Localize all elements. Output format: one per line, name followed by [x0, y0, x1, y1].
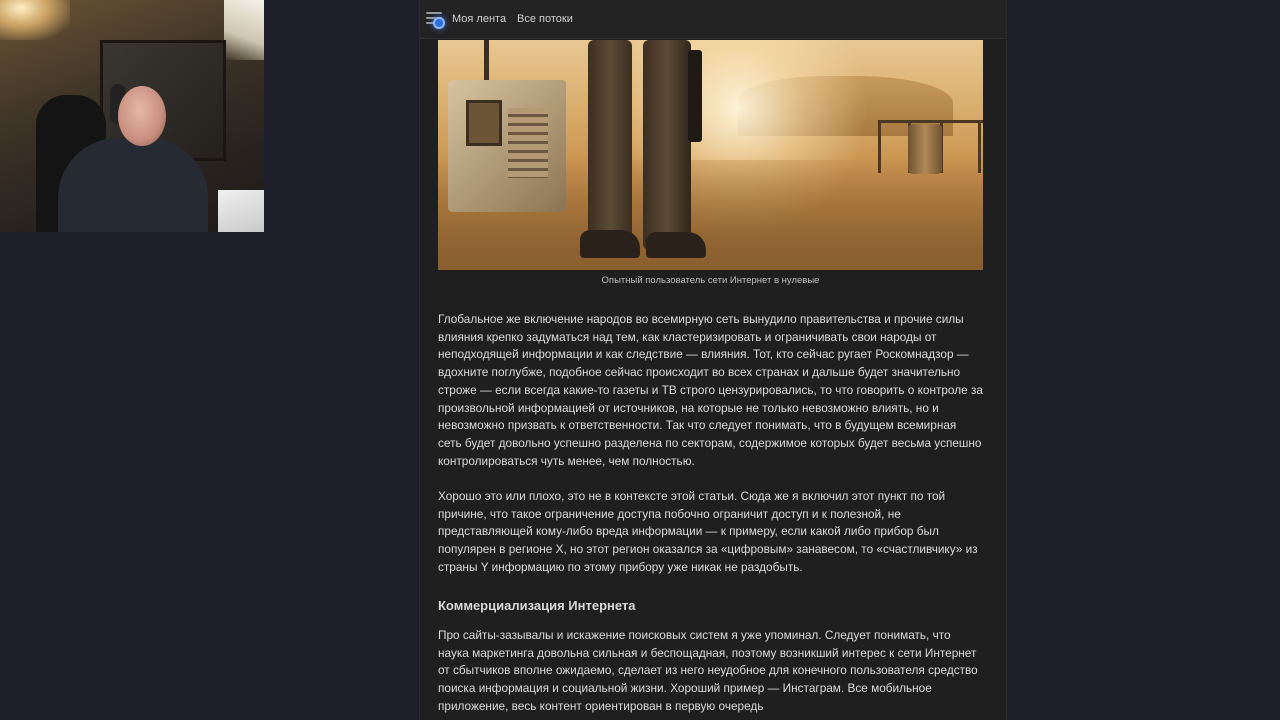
section-heading: Коммерциализация Интернета: [438, 598, 636, 613]
webcam-overlay: [0, 0, 264, 232]
webcam-person-head: [118, 86, 166, 146]
nav-my-feed-link[interactable]: Моя лента: [452, 13, 507, 25]
article-paragraph-2: Хорошо это или плохо, это не в контексте этой статьи. Сюда же я включил этот пункт по той причине, что такое ограничение доступа побочно ограничит доступ и к полезной, не представляющей кому-либо вреда информации — к примеру, если какой либо прибор был популярен в регионе X, но этот регион оказался за «цифровым» занавесом, то «счастливчику» из страны Y информацию по этому прибору уже никак не раздобыть.: [438, 489, 978, 574]
webcam-laptop: [218, 190, 264, 232]
arcade-machine-graphic: [448, 80, 566, 212]
article-paragraph-3: Про сайты-зазывалы и искажение поисковых систем я уже упоминал. Следует понимать, что наука маркетинга довольна сильная и беспощадная, поэтому возникший интерес к сети Интернет от сбытчиков вполне ожидаемо, сделает из него неудобное для конечного пользователя средство поиска информация и социальной жизни. Хороший пример — Инстаграм. Все мобильное приложение, весь контент ориентирован в первую очередь: [438, 628, 978, 713]
gun-graphic: [688, 50, 702, 142]
webcam-window: [224, 0, 264, 60]
soldier-leg-right: [643, 40, 691, 250]
article-hero-image: [438, 40, 983, 270]
cursor-highlight-icon: [433, 17, 445, 29]
nav-all-streams-link[interactable]: Все потоки: [517, 13, 573, 25]
webcam-person-body: [58, 138, 208, 232]
barrel-graphic: [908, 124, 942, 174]
article-paragraph-1: Глобальное же включение народов во всемирную сеть вынудило правительства и прочие силы влияния крепко задуматься над тем, как кластеризировать и ограничивать свои народы от неподходящей информации и как следствие — влияния. Тот, кто сейчас ругает Роскомнадзор — вдохните поглубже, подобное сейчас происходит во всех странах и дальше будет значительно строже — если всегда какие-то газеты и ТВ строго цензурировались, то что говорить о контроле за произвольной информацией от источников, на которые не только невозможно влиять, но и невозможно призвать к ответственности. Так что следует понимать, что в будущем всемирная сеть будет довольно успешно разделена по секторам, содержимое которых будет весьма успешно контролироваться чуть менее, чем полностью.: [438, 312, 983, 468]
article-column: [420, 0, 1006, 720]
top-navigation-bar: [420, 0, 1006, 39]
soldier-leg-left: [588, 40, 632, 250]
webcam-lamp: [0, 0, 70, 40]
image-caption: Опытный пользователь сети Интернет в нулевые: [601, 275, 820, 286]
